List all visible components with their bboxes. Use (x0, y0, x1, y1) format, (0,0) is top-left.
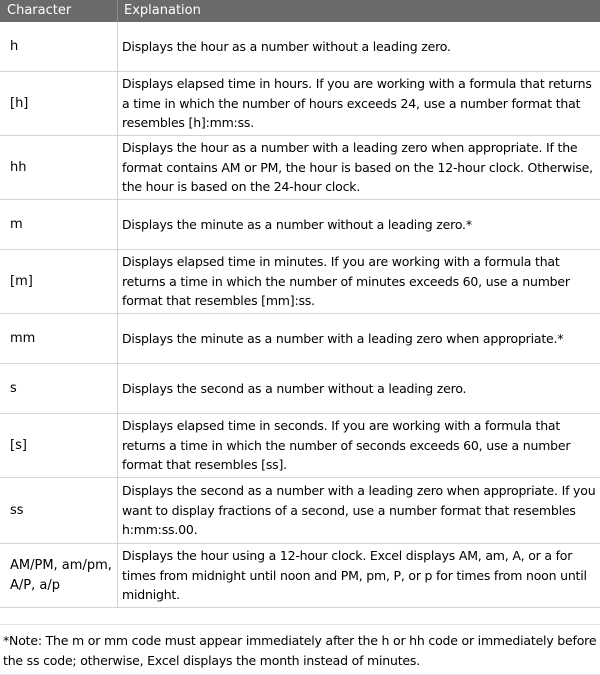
table-row (0, 72, 600, 136)
table-row (0, 314, 600, 364)
table-row (0, 22, 600, 72)
format-explanation: Displays the hour as a number with a leading zero when appropriate. If the format contains AM or PM, the hour is based on the 12-hour clock. Otherwise, the hour is based on the 24-hour clock. (122, 140, 593, 195)
format-explanation: Displays the second as a number without a leading zero. (122, 380, 467, 396)
table-header (0, 0, 600, 22)
table-row (0, 136, 600, 200)
format-code: [s] (10, 437, 27, 453)
format-code: mm (10, 330, 36, 346)
format-code: hh (10, 159, 27, 175)
format-code: ss (10, 502, 24, 518)
table-row (0, 414, 600, 478)
column-header-character: Character (7, 3, 72, 18)
format-code: [m] (10, 273, 33, 289)
footnote: *Note: The m or mm code must appear immediately after the h or hh code or immediately before the ss code; otherwise, Excel displays the month instead of minutes. (3, 633, 597, 668)
table-row (0, 250, 600, 314)
table-row (0, 200, 600, 250)
table-row (0, 478, 600, 544)
format-explanation: Displays the minute as a number with a leading zero when appropriate.* (122, 330, 564, 346)
format-code: h (10, 38, 19, 54)
format-code: m (10, 216, 23, 232)
format-explanation: Displays the second as a number with a leading zero when appropriate. If you want to display fractions of a second, use a number format that resembles h:mm:ss.00. (122, 483, 596, 538)
table-row (0, 544, 600, 608)
format-explanation: Displays elapsed time in hours. If you are working with a formula that returns a time in which the number of hours exceeds 24, use a number format that resembles [h]:mm:ss. (122, 76, 592, 131)
format-explanation: Displays the hour using a 12-hour clock. Excel displays AM, am, A, or a for times from midnight until noon and PM, pm, P, or p for times from noon until midnight. (122, 548, 587, 603)
format-code: [h] (10, 95, 29, 111)
format-explanation: Displays elapsed time in minutes. If you are working with a formula that returns a time in which the number of minutes exceeds 60, use a number format that resembles [mm]:ss. (122, 254, 570, 309)
column-header-explanation: Explanation (124, 3, 201, 18)
format-explanation: Displays elapsed time in seconds. If you are working with a formula that returns a time in which the number of seconds exceeds 60, use a number format that resembles [ss]. (122, 418, 571, 473)
format-code: AM/PM, am/pm, A/P, a/p (10, 557, 112, 593)
format-explanation: Displays the hour as a number without a leading zero. (122, 38, 451, 54)
format-explanation: Displays the minute as a number without a leading zero.* (122, 216, 472, 232)
table-row (0, 364, 600, 414)
format-code: s (10, 380, 17, 396)
